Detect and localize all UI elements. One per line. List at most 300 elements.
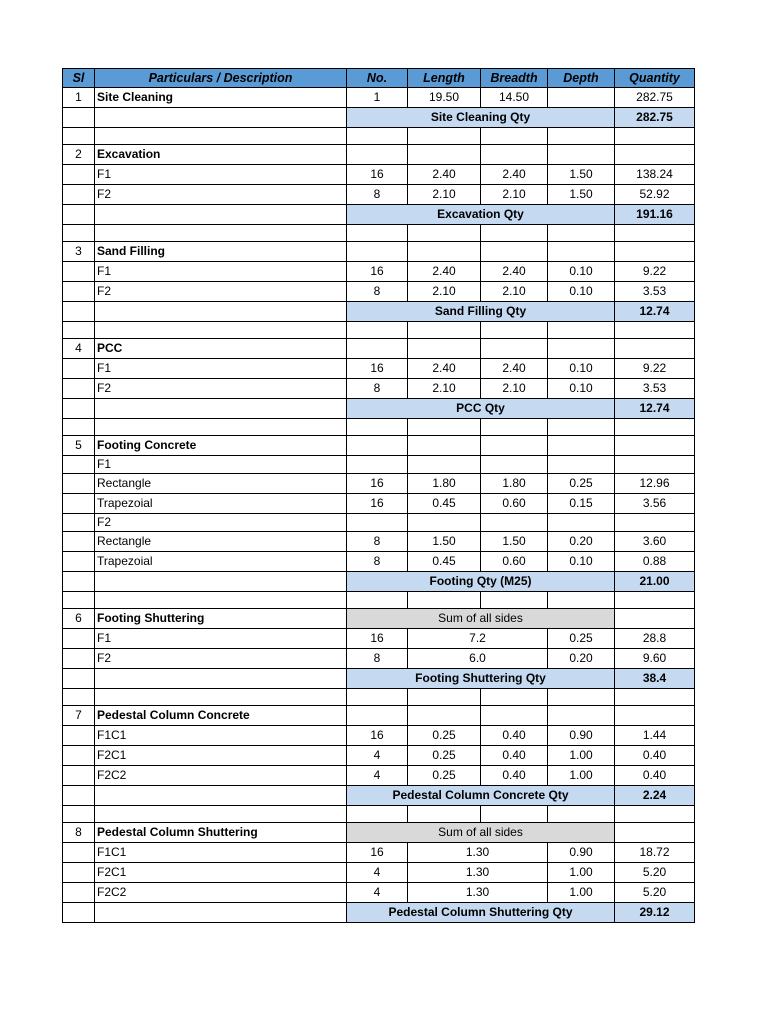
item-description: F1 [95,262,347,282]
empty-cell [615,436,695,456]
empty-cell [95,903,347,923]
empty-cell [481,706,548,726]
total-label: Footing Shuttering Qty [347,669,615,689]
depth-cell: 1.50 [548,185,615,205]
empty-cell [95,108,347,128]
quantity-cell: 18.72 [615,843,695,863]
empty-cell [347,225,408,242]
empty-cell [408,225,481,242]
serial-empty [63,205,95,225]
boq-table [62,68,695,923]
total-quantity: 21.00 [615,572,695,592]
length-cell: 1.80 [408,474,481,494]
section-title-row [63,823,695,843]
serial-empty [63,165,95,185]
serial-empty [63,903,95,923]
empty-cell [615,689,695,706]
total-label: Pedestal Column Shuttering Qty [347,903,615,923]
empty-cell [95,689,347,706]
item-description: F2 [95,282,347,302]
no-cell: 16 [347,262,408,282]
total-row [63,786,695,806]
item-description: F1C1 [95,726,347,746]
empty-cell [63,128,95,145]
empty-cell [63,225,95,242]
item-description: F1 [95,165,347,185]
spacer-row [63,592,695,609]
breadth-cell: 0.40 [481,766,548,786]
section-title-row [63,88,695,108]
no-cell: 4 [347,883,408,903]
quantity-cell: 5.20 [615,883,695,903]
empty-cell [347,242,408,262]
quantity-cell: 28.8 [615,629,695,649]
empty-cell [408,339,481,359]
serial-number: 1 [63,88,95,108]
serial-empty [63,282,95,302]
section-title: Pedestal Column Shuttering [95,823,347,843]
empty-cell [548,145,615,165]
no-cell: 4 [347,863,408,883]
empty-cell [347,322,408,339]
empty-cell [63,419,95,436]
depth-cell: 0.25 [548,474,615,494]
empty-cell [615,128,695,145]
no-cell [347,456,408,474]
empty-cell [548,419,615,436]
empty-cell [408,242,481,262]
empty-cell [615,225,695,242]
length-cell: 0.25 [408,726,481,746]
item-row [63,766,695,786]
header-breadth: Breadth [481,69,548,88]
empty-cell [347,436,408,456]
empty-cell [347,689,408,706]
total-quantity: 12.74 [615,302,695,322]
length-cell: 2.10 [408,282,481,302]
empty-cell [95,786,347,806]
breadth-cell: 0.60 [481,552,548,572]
serial-empty [63,629,95,649]
header-particulars: Particulars / Description [95,69,347,88]
breadth-cell: 2.10 [481,282,548,302]
quantity-cell: 3.60 [615,532,695,552]
empty-cell [615,339,695,359]
empty-cell [408,145,481,165]
header-row [63,69,695,88]
empty-cell [408,689,481,706]
section-title-row [63,609,695,629]
serial-empty [63,572,95,592]
section-title-row [63,706,695,726]
section-title-row [63,242,695,262]
serial-number: 5 [63,436,95,456]
quantity-cell: 9.22 [615,359,695,379]
serial-empty [63,669,95,689]
item-description: F2C2 [95,766,347,786]
section-title-row [63,436,695,456]
depth-cell: 1.00 [548,746,615,766]
empty-cell [548,225,615,242]
perimeter-cell: 1.30 [408,863,548,883]
empty-cell [95,322,347,339]
empty-cell [548,339,615,359]
item-description: Trapezoial [95,494,347,514]
breadth-cell: 2.10 [481,185,548,205]
item-description: Rectangle [95,474,347,494]
empty-cell [63,592,95,609]
item-description: F1 [95,456,347,474]
quantity-cell: 0.88 [615,552,695,572]
breadth-cell: 14.50 [481,88,548,108]
no-cell: 8 [347,532,408,552]
serial-empty [63,766,95,786]
total-row [63,399,695,419]
total-label: PCC Qty [347,399,615,419]
empty-cell [615,419,695,436]
serial-number: 2 [63,145,95,165]
serial-empty [63,883,95,903]
empty-cell [548,322,615,339]
depth-cell: 0.10 [548,552,615,572]
perimeter-cell: 6.0 [408,649,548,669]
item-description: F2C1 [95,863,347,883]
serial-empty [63,494,95,514]
empty-cell [615,145,695,165]
empty-cell [481,689,548,706]
breadth-cell: 0.60 [481,494,548,514]
quantity-cell: 0.40 [615,746,695,766]
serial-number: 4 [63,339,95,359]
quantity-cell: 282.75 [615,88,695,108]
length-cell: 0.45 [408,494,481,514]
empty-cell [481,225,548,242]
depth-cell: 0.20 [548,649,615,669]
item-row [63,746,695,766]
serial-number: 6 [63,609,95,629]
quantity-cell: 3.53 [615,379,695,399]
item-description: F1 [95,359,347,379]
total-row [63,205,695,225]
spacer-row [63,322,695,339]
depth-cell: 0.20 [548,532,615,552]
empty-cell [481,145,548,165]
empty-cell [347,145,408,165]
spacer-row [63,806,695,823]
empty-cell [481,242,548,262]
length-cell: 1.50 [408,532,481,552]
length-cell: 0.45 [408,552,481,572]
item-row [63,262,695,282]
no-cell: 16 [347,165,408,185]
empty-cell [347,592,408,609]
no-cell: 8 [347,282,408,302]
item-row [63,649,695,669]
item-row [63,282,695,302]
empty-cell [95,302,347,322]
empty-cell [615,706,695,726]
serial-empty [63,456,95,474]
item-row [63,726,695,746]
item-row [63,532,695,552]
serial-empty [63,514,95,532]
sum-of-sides-label: Sum of all sides [347,823,615,843]
empty-cell [95,592,347,609]
quantity-cell: 9.22 [615,262,695,282]
item-row [63,863,695,883]
section-title: PCC [95,339,347,359]
depth-cell: 1.00 [548,883,615,903]
depth-cell: 1.50 [548,165,615,185]
depth-cell: 1.00 [548,766,615,786]
serial-empty [63,863,95,883]
total-quantity: 38.4 [615,669,695,689]
no-cell: 8 [347,552,408,572]
section-title: Pedestal Column Concrete [95,706,347,726]
item-row [63,843,695,863]
breadth-cell: 2.40 [481,262,548,282]
empty-cell [615,322,695,339]
empty-cell [63,806,95,823]
depth-cell: 0.10 [548,262,615,282]
breadth-cell: 2.40 [481,359,548,379]
length-cell: 2.10 [408,185,481,205]
length-cell: 2.40 [408,359,481,379]
empty-cell [481,436,548,456]
no-cell: 16 [347,726,408,746]
empty-cell [95,128,347,145]
empty-cell [347,339,408,359]
breadth-cell: 1.80 [481,474,548,494]
empty-cell [615,592,695,609]
empty-cell [615,242,695,262]
depth-cell: 0.10 [548,282,615,302]
quantity-cell [615,823,695,843]
section-title-row [63,339,695,359]
empty-cell [548,128,615,145]
spacer-row [63,419,695,436]
length-cell [408,456,481,474]
item-description: F2C1 [95,746,347,766]
serial-empty [63,474,95,494]
sum-of-sides-label: Sum of all sides [347,609,615,629]
quantity-cell: 1.44 [615,726,695,746]
spacer-row [63,225,695,242]
depth-cell: 0.90 [548,726,615,746]
total-row [63,302,695,322]
no-cell: 8 [347,185,408,205]
no-cell: 4 [347,746,408,766]
depth-cell [548,456,615,474]
no-cell: 16 [347,494,408,514]
item-description: Rectangle [95,532,347,552]
empty-cell [408,706,481,726]
spacer-row [63,689,695,706]
serial-empty [63,843,95,863]
quantity-cell [615,456,695,474]
section-title: Excavation [95,145,347,165]
item-row [63,474,695,494]
total-quantity: 12.74 [615,399,695,419]
serial-empty [63,108,95,128]
item-description: F2 [95,185,347,205]
quantity-cell [615,609,695,629]
no-cell: 16 [347,843,408,863]
breadth-cell: 0.40 [481,726,548,746]
empty-cell [95,205,347,225]
empty-cell [95,572,347,592]
empty-cell [63,322,95,339]
empty-cell [548,689,615,706]
no-cell: 16 [347,629,408,649]
item-row [63,514,695,532]
total-label: Sand Filling Qty [347,302,615,322]
perimeter-cell: 7.2 [408,629,548,649]
empty-cell [481,339,548,359]
empty-cell [408,419,481,436]
total-label: Site Cleaning Qty [347,108,615,128]
no-cell: 16 [347,474,408,494]
length-cell: 2.10 [408,379,481,399]
depth-cell [548,88,615,108]
total-quantity: 29.12 [615,903,695,923]
breadth-cell: 2.40 [481,165,548,185]
total-label: Footing Qty (M25) [347,572,615,592]
quantity-cell: 9.60 [615,649,695,669]
item-description: F1C1 [95,843,347,863]
quantity-cell: 138.24 [615,165,695,185]
item-row [63,552,695,572]
serial-empty [63,262,95,282]
header-depth: Depth [548,69,615,88]
depth-cell: 0.90 [548,843,615,863]
empty-cell [481,806,548,823]
empty-cell [347,419,408,436]
item-description: F2C2 [95,883,347,903]
total-row [63,903,695,923]
total-row [63,669,695,689]
empty-cell [95,419,347,436]
serial-empty [63,359,95,379]
item-row [63,629,695,649]
empty-cell [615,806,695,823]
perimeter-cell: 1.30 [408,883,548,903]
serial-empty [63,552,95,572]
serial-number: 8 [63,823,95,843]
spacer-row [63,128,695,145]
no-cell: 8 [347,379,408,399]
empty-cell [95,225,347,242]
quantity-cell: 12.96 [615,474,695,494]
total-quantity: 2.24 [615,786,695,806]
empty-cell [408,128,481,145]
item-description: F2 [95,649,347,669]
total-label: Excavation Qty [347,205,615,225]
breadth-cell: 2.10 [481,379,548,399]
quantity-cell: 52.92 [615,185,695,205]
serial-empty [63,379,95,399]
empty-cell [548,806,615,823]
empty-cell [408,806,481,823]
depth-cell: 1.00 [548,863,615,883]
length-cell: 19.50 [408,88,481,108]
empty-cell [548,706,615,726]
length-cell: 0.25 [408,766,481,786]
header-no: No. [347,69,408,88]
section-title: Sand Filling [95,242,347,262]
section-title: Site Cleaning [95,88,347,108]
item-description: F2 [95,379,347,399]
item-row [63,359,695,379]
depth-cell [548,514,615,532]
header-quantity: Quantity [615,69,695,88]
empty-cell [63,689,95,706]
depth-cell: 0.25 [548,629,615,649]
section-title-row [63,145,695,165]
quantity-cell: 3.56 [615,494,695,514]
length-cell: 2.40 [408,262,481,282]
empty-cell [548,436,615,456]
empty-cell [481,322,548,339]
total-label: Pedestal Column Concrete Qty [347,786,615,806]
breadth-cell [481,456,548,474]
empty-cell [347,806,408,823]
depth-cell: 0.15 [548,494,615,514]
item-row [63,883,695,903]
section-title: Footing Concrete [95,436,347,456]
total-quantity: 191.16 [615,205,695,225]
length-cell [408,514,481,532]
serial-empty [63,399,95,419]
item-row [63,494,695,514]
empty-cell [548,242,615,262]
empty-cell [408,322,481,339]
length-cell: 0.25 [408,746,481,766]
item-row [63,379,695,399]
empty-cell [347,706,408,726]
empty-cell [408,592,481,609]
serial-empty [63,532,95,552]
empty-cell [95,806,347,823]
empty-cell [481,419,548,436]
depth-cell: 0.10 [548,379,615,399]
serial-empty [63,649,95,669]
item-row [63,185,695,205]
empty-cell [95,399,347,419]
serial-empty [63,746,95,766]
empty-cell [481,128,548,145]
serial-empty [63,185,95,205]
quantity-cell: 3.53 [615,282,695,302]
item-row [63,165,695,185]
total-row [63,108,695,128]
depth-cell: 0.10 [548,359,615,379]
empty-cell [481,592,548,609]
item-description: Trapezoial [95,552,347,572]
no-cell [347,514,408,532]
quantity-cell: 0.40 [615,766,695,786]
item-description: F2 [95,514,347,532]
item-description: F1 [95,629,347,649]
header-sl: Sl [63,69,95,88]
length-cell: 2.40 [408,165,481,185]
empty-cell [95,669,347,689]
serial-empty [63,786,95,806]
quantity-cell [615,514,695,532]
no-cell: 8 [347,649,408,669]
serial-empty [63,726,95,746]
header-length: Length [408,69,481,88]
